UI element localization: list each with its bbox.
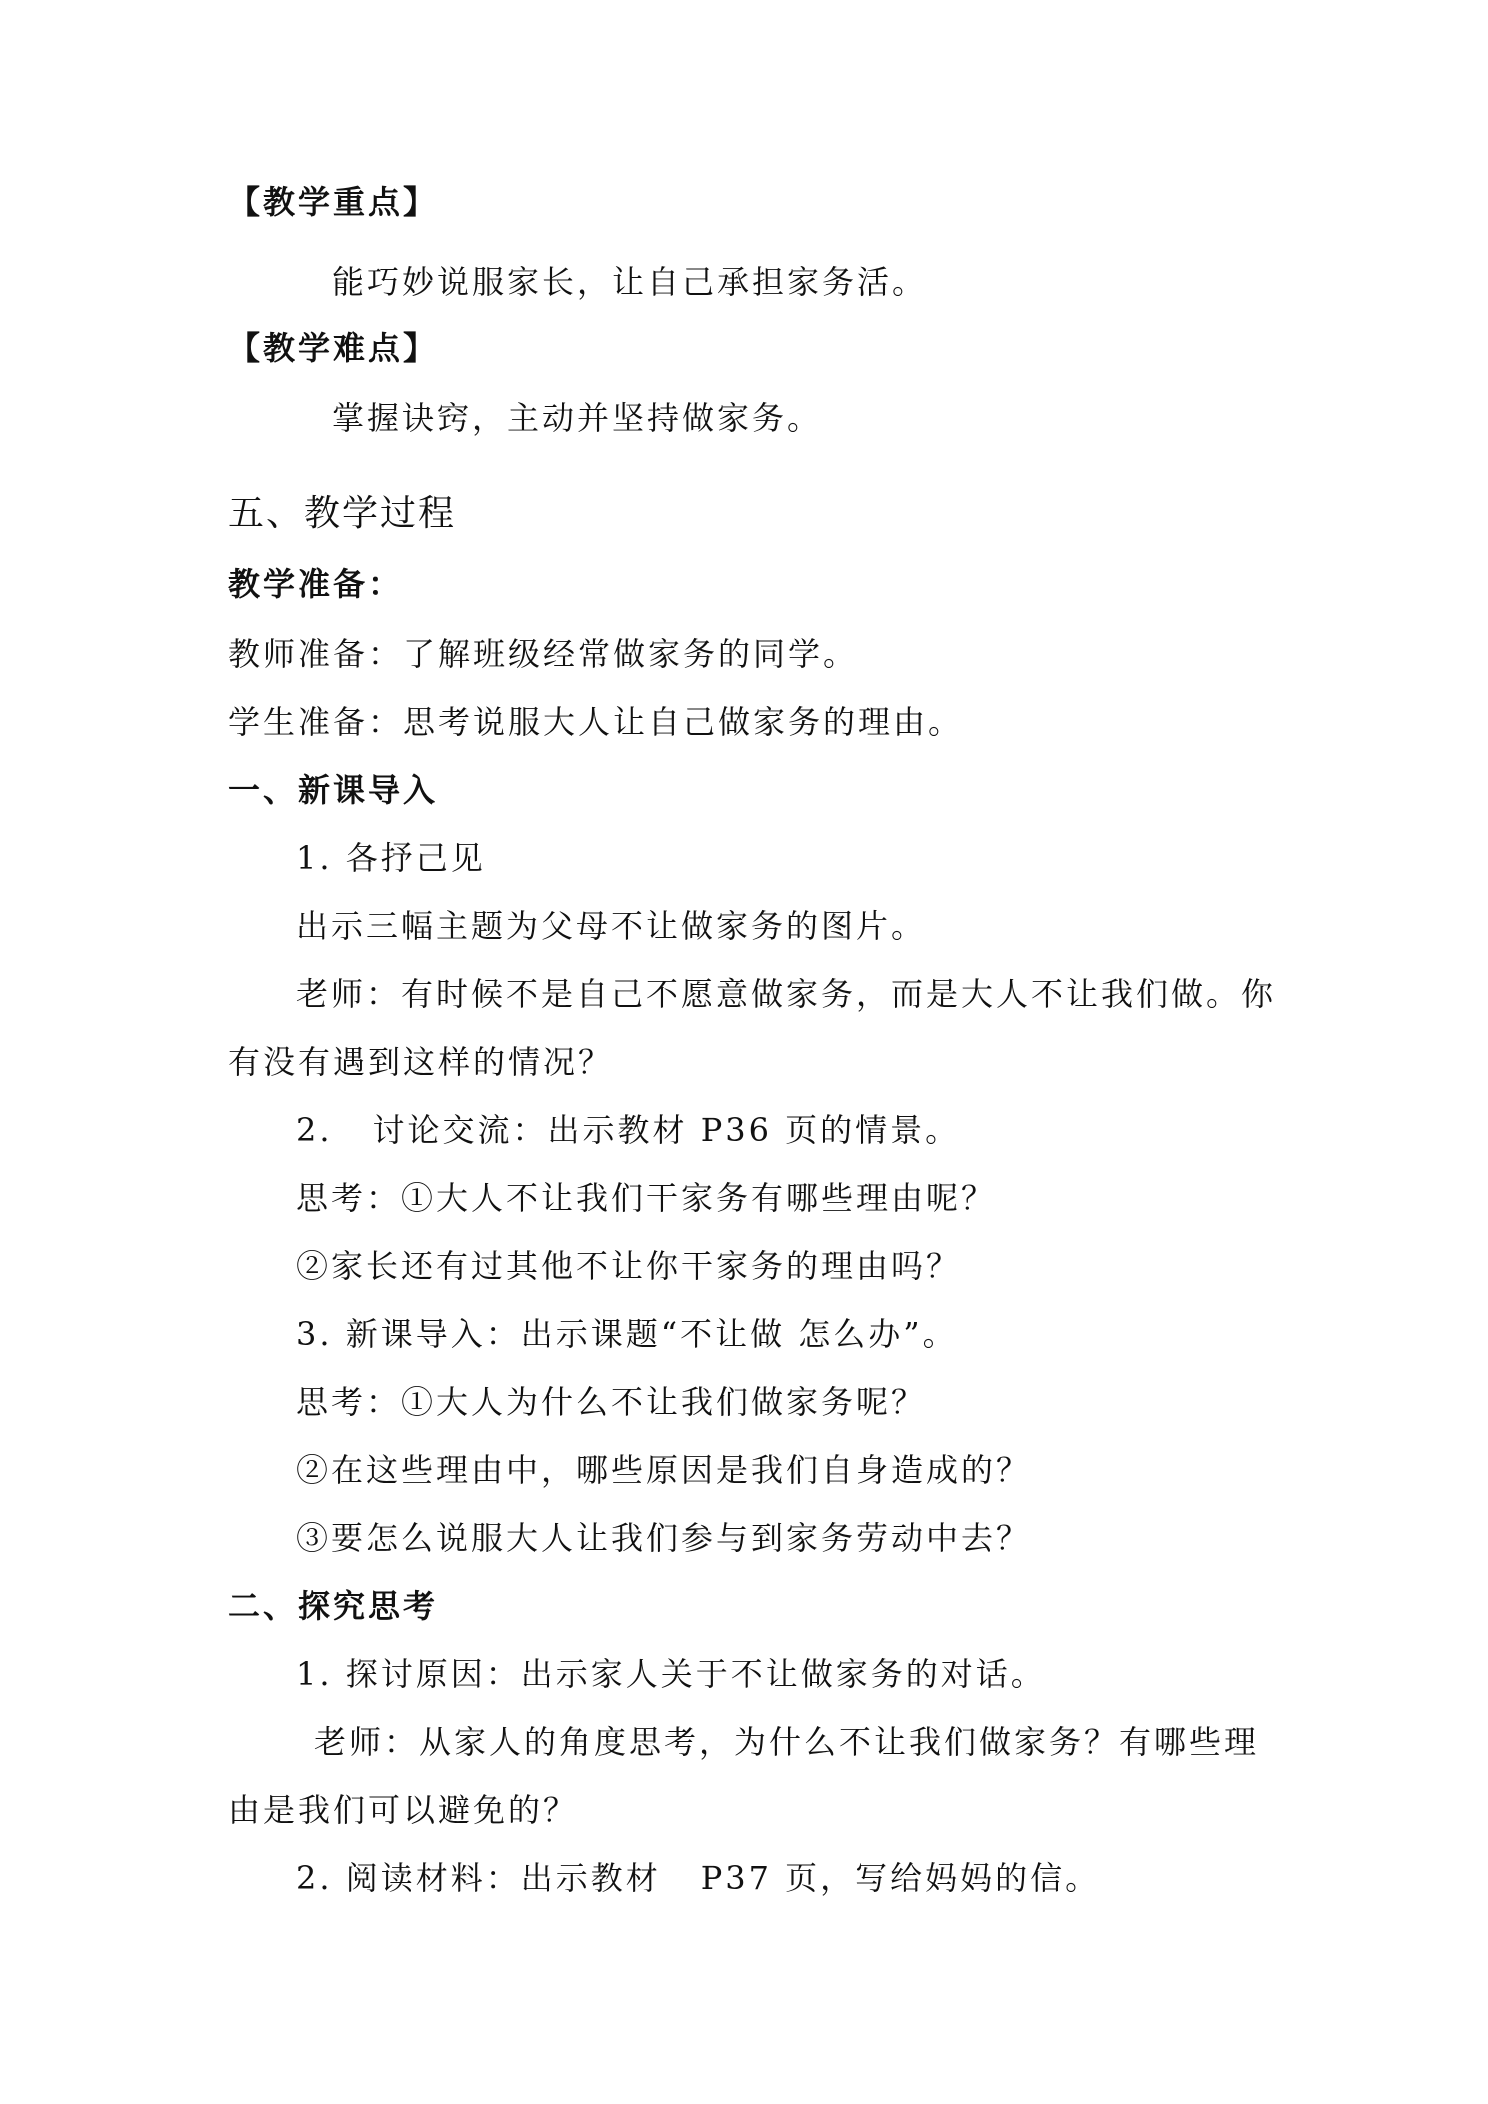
difficulty-text: 掌握诀窍，主动并坚持做家务。: [332, 399, 823, 437]
part2-item1: 1. 探讨原因：出示家人关于不让做家务的对话。: [296, 1655, 1046, 1693]
part1-think2: ②家长还有过其他不让你干家务的理由吗？: [296, 1247, 962, 1285]
part2-teacher-question-line1: 老师：从家人的角度思考，为什么不让我们做家务？有哪些理: [314, 1723, 1260, 1761]
part2-item2-lead: 2. 阅读材料：出示教材: [296, 1859, 661, 1897]
part1-think5: ③要怎么说服大人让我们参与到家务劳动中去？: [296, 1519, 1032, 1557]
part2-item2: [296, 1856, 1100, 1900]
difficulty-heading: 【教学难点】: [228, 329, 439, 367]
teacher-prep: 教师准备：了解班级经常做家务的同学。: [228, 635, 859, 673]
part1-item1: 1. 各抒己见: [296, 839, 486, 877]
part1-teacher-question-line2: 有没有遇到这样的情况？: [228, 1043, 614, 1081]
part1-item1-desc: 出示三幅主题为父母不让做家务的图片。: [296, 907, 927, 945]
part1-item2-number: 2.: [296, 1111, 333, 1149]
part1-item3: 3. 新课导入：出示课题“不让做 怎么办”。: [296, 1315, 958, 1353]
part1-think3: 思考：①大人为什么不让我们做家务呢？: [296, 1383, 927, 1421]
part1-item2-text: 讨论交流：出示教材 P36 页的情景。: [372, 1111, 961, 1149]
part2-item2-rest: P37 页，写给妈妈的信。: [700, 1859, 1101, 1897]
process-title: 五、教学过程: [228, 493, 457, 534]
part1-think4: ②在这些理由中，哪些原因是我们自身造成的？: [296, 1451, 1032, 1489]
key-point-heading: 【教学重点】: [228, 183, 439, 221]
part1-heading: 一、新课导入: [228, 771, 439, 809]
part2-teacher-question-line2: 由是我们可以避免的？: [228, 1791, 579, 1829]
key-point-text: 能巧妙说服家长，让自己承担家务活。: [332, 263, 928, 301]
part1-think1: 思考：①大人不让我们干家务有哪些理由呢？: [296, 1179, 997, 1217]
student-prep: 学生准备：思考说服大人让自己做家务的理由。: [228, 703, 964, 741]
prep-heading: 教学准备：: [228, 565, 404, 603]
part1-teacher-question-line1: 老师：有时候不是自己不愿意做家务，而是大人不让我们做。你: [296, 975, 1277, 1013]
part2-heading: 二、探究思考: [228, 1587, 439, 1625]
part1-item2: [296, 1108, 960, 1152]
